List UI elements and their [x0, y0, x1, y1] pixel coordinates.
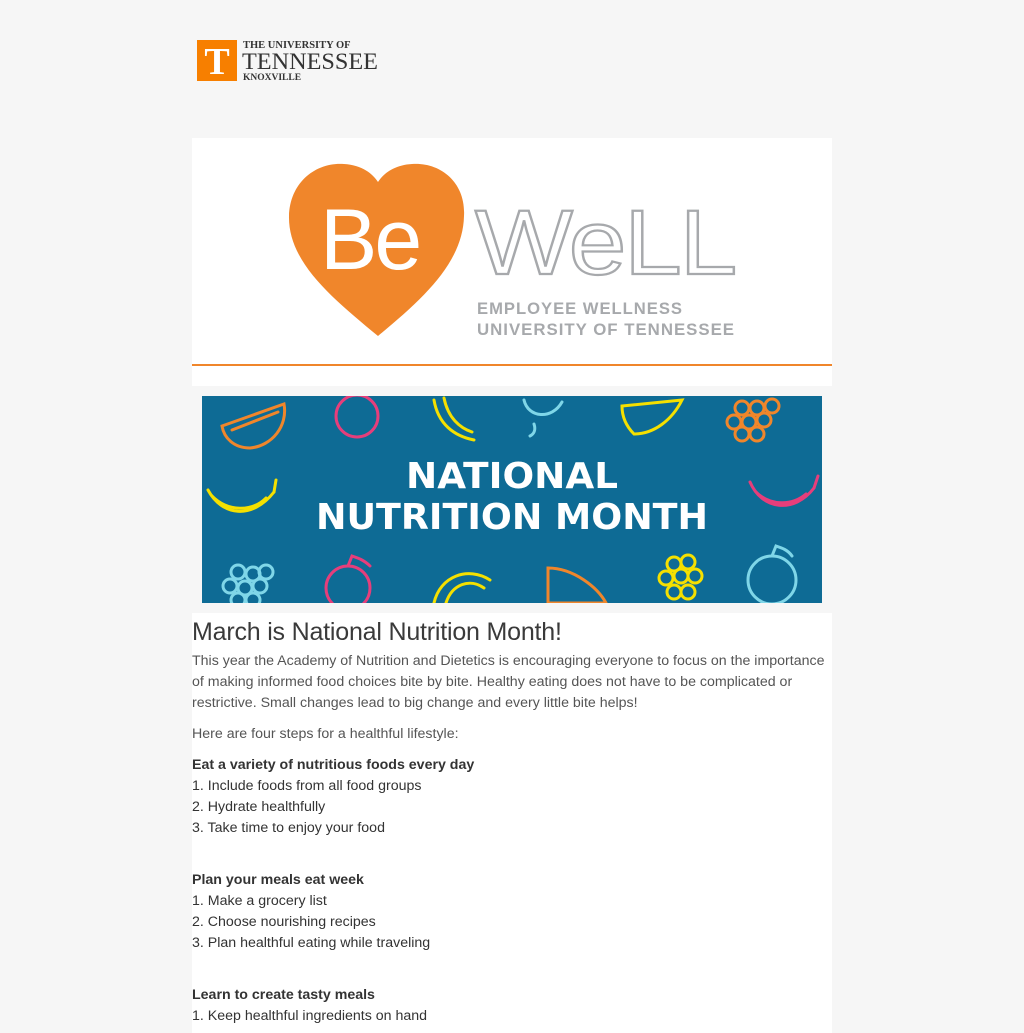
nutrition-month-banner — [202, 396, 822, 603]
bewell-subtitle-2: UNIVERSITY OF TENNESSEE — [477, 320, 735, 339]
article-intro: This year the Academy of Nutrition and Dietetics is encouraging everyone to focus on the importance of making informed food choices bite by bite. Healthy eating does not have to be complicated or restrictive. Small changes lead to big change and every little bite helps! — [192, 653, 825, 711]
list-item: 1. Include foods from all food groups — [192, 778, 422, 794]
banner-graphic — [202, 396, 822, 603]
article-title: March is National Nutrition Month! — [192, 618, 562, 646]
bewell-subtitle-1: EMPLOYEE WELLNESS — [477, 299, 683, 318]
article-lead: Here are four steps for a healthful lifestyle: — [192, 726, 459, 742]
banner-line2: NUTRITION MONTH — [316, 497, 708, 538]
section-heading: Learn to create tasty meals — [192, 987, 375, 1003]
ut-logo-line1: THE UNIVERSITY OF — [243, 40, 351, 51]
section-heading: Plan your meals eat week — [192, 872, 364, 888]
list-item: 1. Make a grocery list — [192, 893, 327, 909]
ut-logo-line3: KNOXVILLE — [243, 73, 302, 83]
section-heading: Eat a variety of nutritious foods every day — [192, 757, 475, 773]
banana-bottom-icon — [434, 574, 490, 603]
apple-bottom-icon — [326, 566, 370, 603]
ut-logo-graphic — [196, 38, 386, 84]
bewell-be-text: Be — [320, 192, 420, 288]
grapes-icon — [727, 399, 779, 441]
orange-bottom-icon — [748, 556, 796, 603]
watermelon-bottom-icon — [548, 568, 606, 603]
list-item: 3. Take time to enjoy your food — [192, 820, 385, 836]
orange-icon — [336, 396, 378, 437]
ut-knoxville-logo[interactable] — [196, 38, 386, 84]
bewell-logo — [192, 138, 832, 364]
header-divider — [192, 364, 832, 366]
apple-icon — [524, 400, 562, 415]
banner-line1: NATIONAL — [406, 456, 618, 497]
ut-logo-letter: T — [204, 41, 230, 83]
list-item: 2. Hydrate healthfully — [192, 799, 326, 815]
list-item: 3. Plan healthful eating while traveling — [192, 935, 431, 951]
grapes-bottom-icon — [223, 565, 273, 603]
watermelon-icon — [222, 404, 285, 448]
list-item: 1. Keep healthful ingredients on hand — [192, 1008, 428, 1024]
watermelon-slice-icon — [622, 400, 682, 434]
ut-logo-line2: TENNESSEE — [242, 49, 378, 74]
list-item: 2. Choose nourishing recipes — [192, 914, 376, 930]
grapes-bottom-right-icon — [659, 555, 702, 599]
bewell-well-text: WeLL — [475, 192, 735, 294]
bewell-header — [192, 138, 832, 386]
